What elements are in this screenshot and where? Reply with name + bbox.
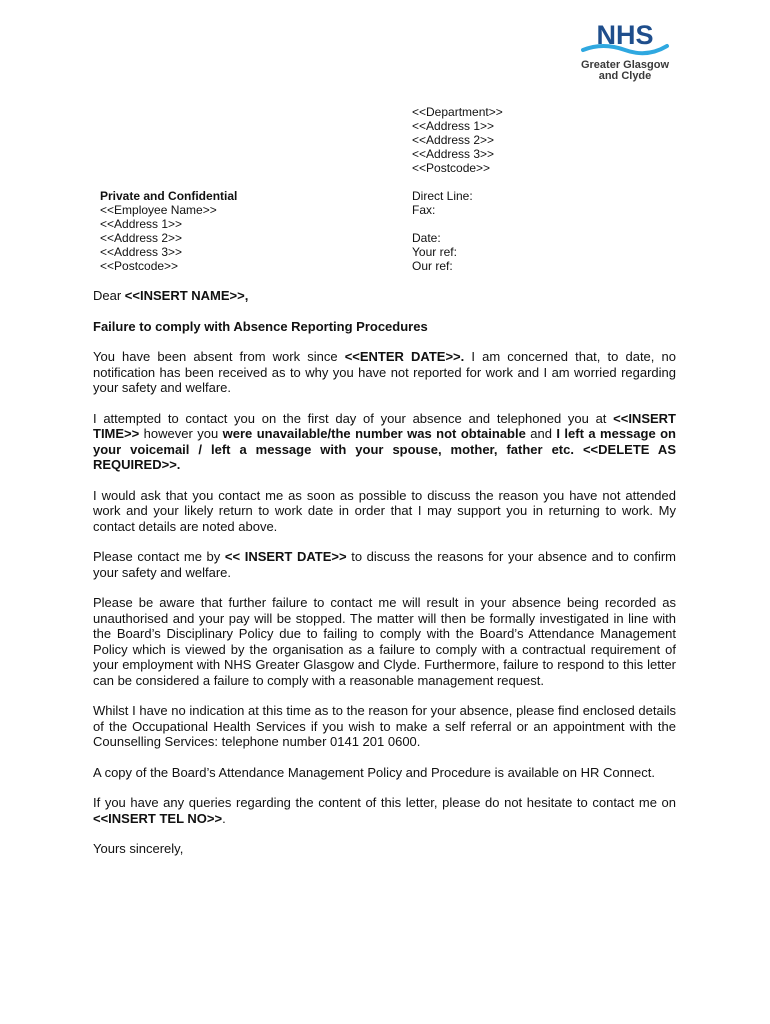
- paragraph-1: You have been absent from work since <<ENTER DATE>>. I am concerned that, to date, no notification has been received as to why you have not reported for work and I am worried regarding your safety and welfare.: [93, 349, 676, 395]
- paragraph-4: Please contact me by << INSERT DATE>> to discuss the reasons for your absence and to confirm your safety and welfare.: [93, 549, 676, 580]
- recipient-line: <<Address 3>>: [100, 245, 183, 259]
- nhs-wave-icon: [575, 20, 675, 60]
- logo-org-line-2: and Clyde: [598, 70, 652, 82]
- recipient-line: <<Postcode>>: [100, 259, 179, 273]
- direct-line-label: Direct Line:: [412, 189, 473, 203]
- sender-address-line: <<Department>>: [412, 105, 503, 119]
- recipient-line: <<Address 2>>: [100, 231, 183, 245]
- contact-details: [412, 189, 473, 273]
- confidential-heading: Private and Confidential: [100, 189, 238, 203]
- paragraph-5: Please be aware that further failure to contact me will result in your absence being recorded as unauthorised and your pay will be stopped. The matter will then be formally investigated in line with the Board’s Disciplinary Policy due to failing to comply with the Board’s Attendance Management Policy which is viewed by the organisation as a failure to comply with a contractual requirement of your employment with NHS Greater Glasgow and Clyde. Furthermore, failure to respond to this letter can be considered a failure to comply with a reasonable management request.: [93, 595, 676, 688]
- recipient-line: <<Address 1>>: [100, 217, 183, 231]
- paragraph-7: A copy of the Board’s Attendance Management Policy and Procedure is available on HR Connect.: [93, 764, 655, 780]
- salutation: Dear <<INSERT NAME>>,: [93, 288, 249, 303]
- your-ref-label: Your ref:: [412, 245, 457, 259]
- logo-org-line-1: Greater Glasgow: [580, 59, 670, 71]
- sender-address-line: <<Address 1>>: [412, 119, 495, 133]
- sender-address: [412, 105, 503, 175]
- nhs-logo: [570, 20, 680, 82]
- paragraph-2: I attempted to contact you on the first day of your absence and telephoned you at <<INSERT TIME>> however you were unavailable/the number was not obtainable and I left a message on your voicemail / left a message with your spouse, mother, father etc. <<DELETE AS REQUIRED>>.: [93, 410, 676, 472]
- recipient-address: [100, 189, 237, 273]
- paragraph-8: If you have any queries regarding the content of this letter, please do not hesitate to contact me on <<INSERT TEL NO>>.: [93, 795, 676, 826]
- sender-address-line: <<Address 2>>: [412, 133, 495, 147]
- fax-label: Fax:: [412, 203, 436, 217]
- paragraph-6: Whilst I have no indication at this time as to the reason for your absence, please find enclosed details of the Occupational Health Services if you wish to make a self referral or an appointment with the Counselling Services: telephone number 0141 201 0600.: [93, 703, 676, 749]
- our-ref-label: Our ref:: [412, 259, 453, 273]
- date-label: Date:: [412, 231, 441, 245]
- paragraph-3: I would ask that you contact me as soon as possible to discuss the reason you have not attended work and your likely return to work date in order that I may support you in returning to work. My contact details are noted above.: [93, 487, 676, 534]
- logo-brand: NHS: [596, 20, 654, 50]
- recipient-line: <<Employee Name>>: [100, 203, 217, 217]
- letter-body: [93, 288, 676, 872]
- sender-address-line: <<Postcode>>: [412, 161, 491, 175]
- sender-address-line: <<Address 3>>: [412, 147, 495, 161]
- closing: Yours sincerely,: [93, 841, 184, 856]
- letter-subject: Failure to comply with Absence Reporting Procedures: [93, 318, 428, 334]
